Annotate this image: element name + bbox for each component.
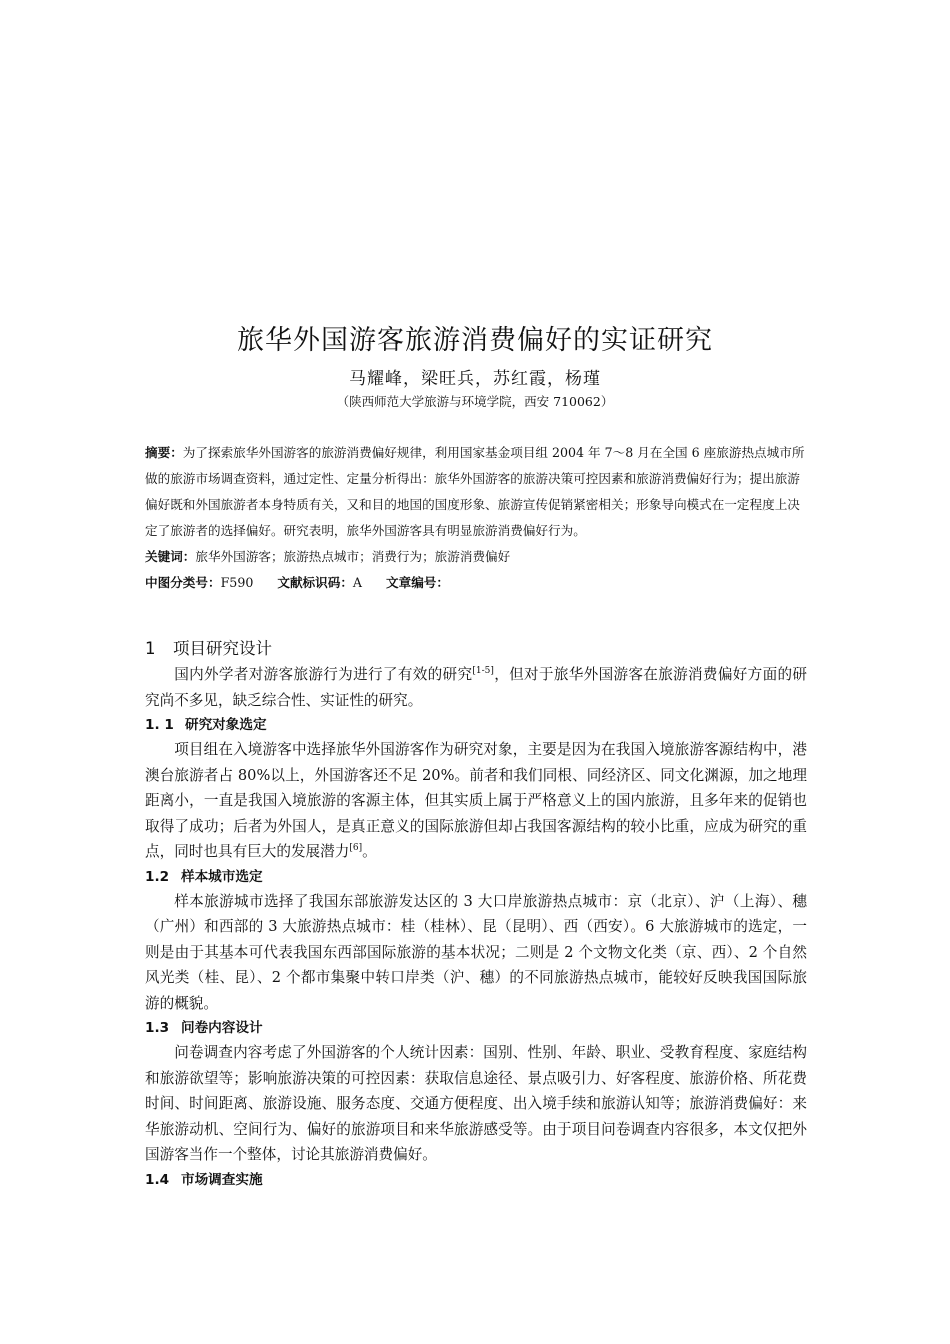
doc-code-value: A: [352, 575, 363, 590]
keywords-text: 旅华外国游客；旅游热点城市；消费行为；旅游消费偏好: [195, 549, 511, 564]
section-1-text-a: 国内外学者对游客旅游行为进行了有效的研究: [174, 666, 473, 683]
section-1-2-number: 1.2: [145, 868, 170, 885]
section-1-3-paragraph: 问卷调查内容考虑了外国游客的个人统计因素：国别、性别、年龄、职业、受教育程度、家庭结构和旅游欲望等；影响旅游决策的可控因素：获取信息途径、景点吸引力、好客程度、旅游价格、所花费时间、时间距离、旅游设施、服务态度、交通方便程度、出入境手续和旅游认知等；旅游消费偏好：来华旅游动机、空间行为、偏好的旅游项目和来华旅游感受等。由于项目问卷调查内容很多，本文仅把外国游客当作一个整体，讨论其旅游消费偏好。: [145, 1044, 807, 1163]
abstract-text: 为了探索旅华外国游客的旅游消费偏好规律，利用国家基金项目组 2004 年 7～8 月在全国 6 座旅游热点城市所做的旅游市场调查资料，通过定性、定量分析得出：旅华外国游客的旅游决策可控因素和旅游消费偏好行为；提出旅游偏好既和外国旅游者本身特质有关，又和目的地国的国度形象、旅游宣传促销紧密相关；形象导向模式在一定程度上决定了旅游者的选择偏好。研究表明，旅华外国游客具有明显旅游消费偏好行为。: [145, 445, 805, 538]
section-1-number: 1: [145, 639, 156, 658]
section-1-4-title: 市场调查实施: [181, 1171, 263, 1188]
section-1-1-paragraph: [145, 737, 807, 865]
doc-code-label: 文献标识码：: [277, 575, 353, 590]
section-1-1-text-a: 项目组在入境游客中选择旅华外国游客作为研究对象，主要是因为在我国入境旅游客源结构中，港澳台旅游者占 80%以上，外国游客还不足 20%。前者和我们同根、同经济区、同文化渊源，加之地理距离小，一直是我国入境旅游的客源主体，但其实质上属于严格意义上的国内旅游，且多年来的促销也取得了成功；后者为外国人，是真正意义的国际旅游但却占我国客源结构的较小比重，应成为研究的重点，同时也具有巨大的发展潜力: [145, 741, 807, 860]
keywords-line: [145, 544, 807, 570]
abstract-label: 摘要：: [145, 445, 183, 460]
clc-value: F590: [220, 575, 254, 590]
classification-line: [145, 570, 807, 596]
paper-title: 旅华外国游客旅游消费偏好的实证研究: [237, 325, 713, 356]
body-text: [145, 636, 807, 1192]
section-1-3-heading: [145, 1016, 807, 1040]
section-1-1-heading: [145, 713, 807, 737]
abstract-paragraph: [145, 440, 807, 544]
citation-1-5: [1-5]: [472, 666, 494, 676]
section-1-3-title: 问卷内容设计: [181, 1020, 263, 1036]
section-1-1-number: 1. 1: [145, 717, 174, 733]
section-1-paragraph: [145, 662, 807, 713]
section-1-4-number: 1.4: [145, 1171, 170, 1188]
section-1-text-b: ，但对于旅华外国游客在旅游消费偏好方面的研究尚不多见，缺乏综合性、实证性的研究。: [145, 666, 807, 709]
section-1-2-title: 样本城市选定: [181, 868, 263, 885]
citation-6: [6]: [349, 843, 363, 853]
section-1-heading: [145, 636, 807, 662]
section-1-1-title: 研究对象选定: [185, 717, 267, 733]
keywords-label: 关键词：: [145, 549, 196, 564]
paper-authors: 马耀峰，梁旺兵，苏红霞，杨瑾: [349, 369, 601, 389]
section-1-4-heading: [145, 1168, 807, 1192]
section-1-1-text-b: 。: [362, 843, 377, 860]
abstract-block: [145, 440, 807, 596]
section-1-3-number: 1.3: [145, 1020, 170, 1036]
section-1-title: 项目研究设计: [173, 639, 272, 658]
section-1-2-paragraph: 样本旅游城市选择了我国东部旅游发达区的 3 大口岸旅游热点城市：京（北京）、沪（上海）、穗（广州）和西部的 3 大旅游热点城市：桂（桂林）、昆（昆明）、西（西安）。6 大旅游城市的选定，一则是由于其基本可代表我国东西部国际旅游的基本状况；二则是 2 个文物文化类（京、西）、2 个自然风光类（桂、昆）、2 个都市集聚中转口岸类（沪、穗）的不同旅游热点城市，能较好反映我国国际旅游的概貌。: [145, 892, 807, 1012]
clc-label: 中图分类号：: [145, 575, 221, 590]
paper-affiliation: （陕西师范大学旅游与环境学院，西安 710062）: [336, 394, 614, 409]
section-1-2-heading: [145, 865, 807, 889]
article-number-label: 文章编号：: [386, 575, 449, 590]
